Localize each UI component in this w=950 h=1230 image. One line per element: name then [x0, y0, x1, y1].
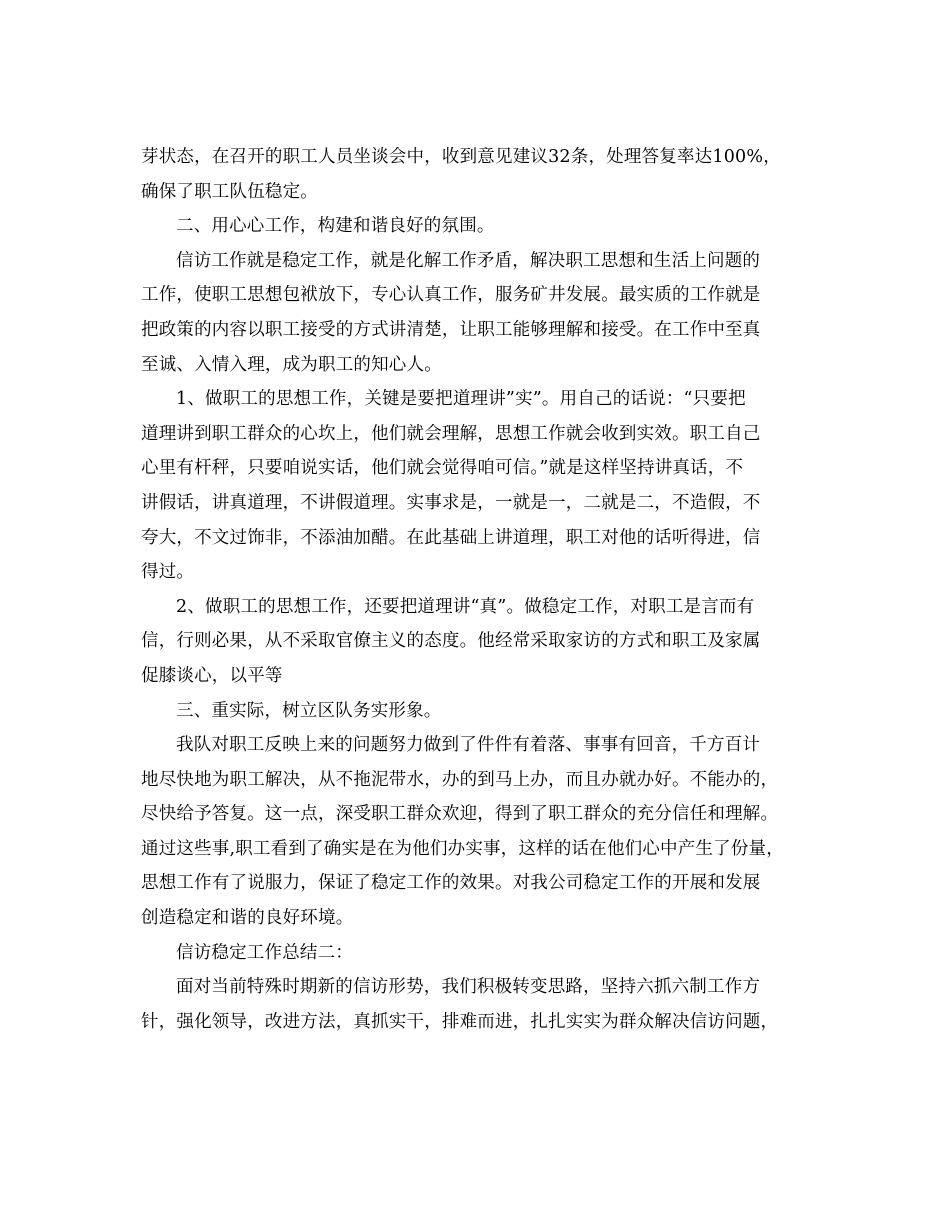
text-line: 地尽快地为职工解决，从不拖泥带水，办的到马上办，而且办就办好。不能办的，: [141, 769, 779, 790]
text-line: 心里有杆秤，只要咱说实话，他们就会觉得咱可信。”就是这样坚持讲真话，不: [141, 458, 744, 479]
text-line: 工作，使职工思想包袱放下，专心认真工作，服务矿井发展。最实质的工作就是: [141, 285, 761, 306]
text-line: 面对当前特殊时期新的信访形势，我们积极转变思路，坚持六抓六制工作方: [176, 977, 761, 998]
section-heading: 信访稳定工作总结二：: [176, 942, 353, 963]
text-line: 尽快给予答复。这一点，深受职工群众欢迎，得到了职工群众的充分信任和理解。: [141, 804, 779, 825]
text-line: 讲假话，讲真道理，不讲假道理。实事求是，一就是一，二就是二，不造假，不: [141, 492, 761, 513]
text-line: 针，强化领导，改进方法，真抓实干，排难而进，扎扎实实为群众解决信访问题，: [141, 1011, 779, 1032]
text-line: 确保了职工队伍稳定。: [141, 181, 318, 202]
text-line: 思想工作有了说服力，保证了稳定工作的效果。对我公司稳定工作的开展和发展: [141, 873, 761, 894]
text-line: 信，行则必果，从不采取官僚主义的态度。他经常采取家访的方式和职工及家属: [141, 631, 761, 652]
text-line: 通过这些事,职工看到了确实是在为他们办实事，这样的话在他们心中产生了份量，: [141, 838, 784, 859]
text-line: 至诚、入情入理，成为职工的知心人。: [141, 354, 442, 375]
text-line: 得过。: [141, 562, 195, 583]
text-line: 我队对职工反映上来的问题努力做到了件件有着落、事事有回音，千方百计: [176, 735, 761, 756]
text-line: 2、做职工的思想工作，还要把道理讲“真”。做稳定工作，对职工是言而有: [176, 596, 755, 617]
document-body: [141, 140, 809, 1039]
text-line: 促膝谈心，以平等: [141, 665, 283, 686]
text-line: 道理讲到职工群众的心坎上，他们就会理解，思想工作就会收到实效。职工自己: [141, 423, 761, 444]
text-line: 创造稳定和谐的良好环境。: [141, 908, 354, 929]
text-line: 信访工作就是稳定工作，就是化解工作矛盾，解决职工思想和生活上问题的: [176, 250, 761, 271]
section-heading: 三、重实际，树立区队务实形象。: [176, 700, 442, 721]
section-heading: 二、用心心工作，构建和谐良好的氛围。: [176, 216, 495, 237]
text-line: 夸大，不文过饰非，不添油加醋。在此基础上讲道理，职工对他的话听得进，信: [141, 527, 761, 548]
text-line: 1、做职工的思想工作，关键是要把道理讲”实”。用自己的话说：“只要把: [176, 389, 746, 410]
text-line: 把政策的内容以职工接受的方式讲清楚，让职工能够理解和接受。在工作中至真: [141, 319, 761, 340]
text-line: 芽状态，在召开的职工人员坐谈会中，收到意见建议32条，处理答复率达100%，: [141, 147, 781, 167]
